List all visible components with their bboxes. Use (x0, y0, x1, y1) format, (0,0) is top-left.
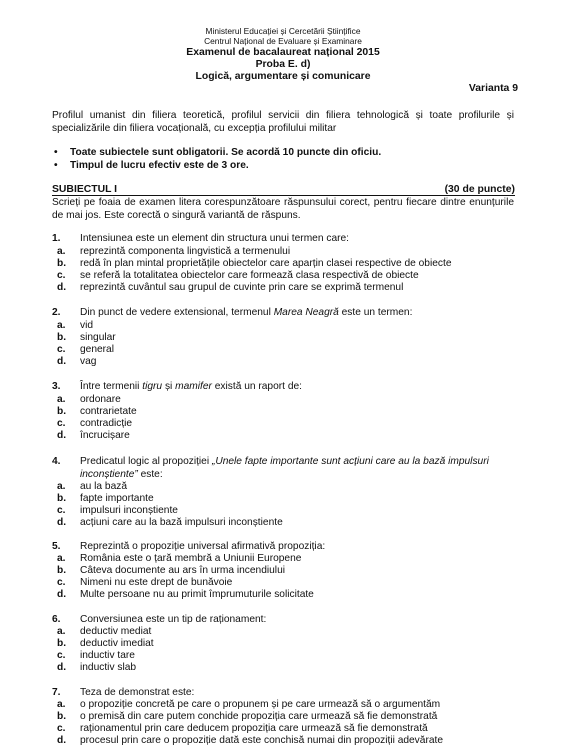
section-instructions: Scrieți pe foaia de examen litera corespunzătoare răspunsului corect, pentru fiecare dintre enunțurile de mai jos. Este corectă o singură variantă de răspuns. (52, 197, 514, 221)
ministry-line: Ministerul Educației și Cercetării Științifice (205, 26, 361, 36)
rule-item (54, 147, 381, 158)
rule-text: Toate subiectele sunt obligatorii. Se acordă 10 puncte din oficiu. (70, 147, 382, 158)
rule-text: Timpul de lucru efectiv este de 3 ore. (70, 160, 249, 171)
answer-option: b. o premisă din care putem conchide propoziția care urmează să fie demonstrată (57, 711, 438, 722)
answer-option: b. singular (57, 332, 116, 343)
answer-option: c. inductiv tare (57, 650, 135, 661)
question-number: 7. (52, 687, 61, 698)
section-title: SUBIECTUL I (52, 184, 118, 195)
question-text: Între termenii tigru și mamifer există un raport de: (80, 381, 302, 392)
bullet-icon: • (54, 147, 58, 158)
bullet-icon: • (54, 160, 58, 171)
answer-option: d. Multe persoane nu au primit împrumuturile solicitate (57, 589, 314, 600)
answer-option: c. Nimeni nu este drept de bunăvoie (57, 577, 233, 588)
answer-option: d. încrucișare (57, 430, 130, 441)
section-points: (30 de puncte) (444, 184, 515, 195)
answer-option: a. România este o țară membră a Uniunii Europene (57, 553, 302, 564)
answer-option: b. Câteva documente au ars în urma incendiului (57, 565, 285, 576)
question-text: Predicatul logic al propoziției „Unele fapte importante sunt acțiuni care au la bază impulsuri inconștiente” este: (80, 456, 489, 480)
varianta-label: Varianta 9 (468, 83, 518, 94)
proba-title: Proba E. d) (255, 59, 311, 70)
answer-option: d. acțiuni care au la bază impulsuri inconștiente (57, 517, 283, 528)
answer-option: a. o propoziție concretă pe care o propunem și pe care urmează să o argumentăm (57, 699, 441, 710)
question-text: Intensiunea este un element din structura unui termen care: (80, 233, 349, 244)
question-number: 1. (52, 233, 61, 244)
answer-option: d. reprezintă cuvântul sau grupul de cuvinte prin care se exprimă termenul (57, 282, 404, 293)
answer-option: c. general (57, 344, 114, 355)
answer-option: c. contradicție (57, 418, 133, 429)
answer-option: a. au la bază (57, 481, 128, 492)
question-number: 2. (52, 307, 61, 318)
answer-option: c. raționamentul prin care deducem propoziția care urmează să fie demonstrată (57, 723, 428, 734)
answer-option: b. deductiv imediat (57, 638, 154, 649)
question-number: 4. (52, 456, 61, 467)
question-text: Teza de demonstrat este: (80, 687, 195, 698)
answer-option: a. reprezintă componenta lingvistică a termenului (57, 246, 291, 257)
question-text: Din punct de vedere extensional, termenul Marea Neagră este un termen: (80, 307, 413, 318)
answer-option: a. deductiv mediat (57, 626, 152, 637)
profile-text: Profilul umanist din filiera teoretică, profilul servicii din filiera tehnologică și toate profilurile și specializările din filiera vocațională, cu excepția profilului militar (52, 110, 514, 134)
answer-option: d. inductiv slab (57, 662, 137, 673)
answer-option: c. se referă la totalitatea obiectelor care formează clasa respectivă de obiecte (57, 270, 419, 281)
exam-title: Examenul de bacalaureat național 2015 (186, 47, 380, 58)
answer-option: d. procesul prin care o propoziție dată este conchisă numai din propoziții adevărate (57, 735, 443, 746)
answer-option: a. vid (57, 320, 94, 331)
answer-option: d. vag (57, 356, 97, 367)
question-number: 6. (52, 614, 61, 625)
answer-option: b. fapte importante (57, 493, 154, 504)
question-text: Conversiunea este un tip de raționament: (80, 614, 267, 625)
rule-item (54, 160, 249, 171)
answer-option: a. ordonare (57, 394, 121, 405)
subject-title: Logică, argumentare și comunicare (195, 71, 371, 82)
answer-option: b. redă în plan mintal proprietățile obiectelor care aparțin clasei respective de obiecte (57, 258, 452, 269)
section-heading (52, 184, 515, 196)
question-number: 5. (52, 541, 61, 552)
answer-option: b. contrarietate (57, 406, 137, 417)
question-number: 3. (52, 381, 61, 392)
center-line: Centrul Național de Evaluare și Examinare (204, 36, 362, 46)
question-text: Reprezintă o propoziție universal afirmativă propoziția: (80, 541, 326, 552)
answer-option: c. impulsuri inconștiente (57, 505, 178, 516)
